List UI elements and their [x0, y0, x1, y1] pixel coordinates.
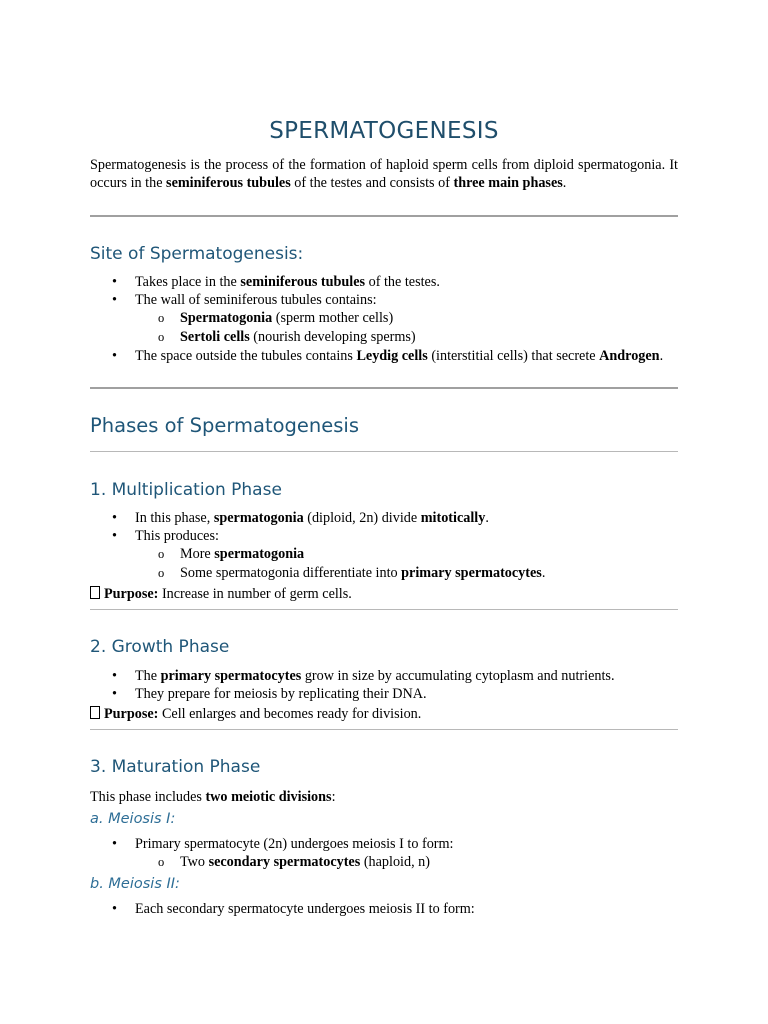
meiosis-1-list — [90, 835, 678, 871]
divider — [90, 451, 678, 452]
growth-purpose: Purpose: Cell enlarges and becomes ready for division. — [90, 705, 678, 723]
divider — [90, 609, 678, 610]
meiosis-2-list — [90, 900, 678, 918]
divider — [90, 729, 678, 730]
list-item: • This produces: — [90, 527, 678, 545]
list-item: • The wall of seminiferous tubules contains: — [90, 291, 678, 309]
maturation-intro: This phase includes two meiotic divisions: — [90, 789, 336, 805]
list-item: • They prepare for meiosis by replicating their DNA. — [90, 685, 678, 703]
growth-list — [90, 667, 678, 703]
sub-list-item: o Some spermatogonia differentiate into primary spermatocytes. — [90, 564, 678, 582]
subsection-heading-meiosis-2: b. Meiosis II: — [90, 876, 180, 892]
checkbox-glyph-icon — [90, 706, 100, 719]
list-item: • The space outside the tubules contains Leydig cells (interstitial cells) that secrete Androgen. — [90, 347, 678, 365]
sub-list-item: o Spermatogonia (sperm mother cells) — [90, 309, 678, 327]
divider — [90, 387, 678, 389]
intro-paragraph: Spermatogenesis is the process of the formation of haploid sperm cells from diploid spermatogonia. It occurs in the seminiferous tubules of the testes and consists of three main phases. — [90, 157, 678, 191]
multiplication-list — [90, 509, 678, 582]
sub-list-item: o Sertoli cells (nourish developing sperms) — [90, 328, 678, 346]
list-item: • Each secondary spermatocyte undergoes meiosis II to form: — [90, 900, 678, 918]
section-heading-phases: Phases of Spermatogenesis — [90, 414, 359, 437]
section-heading-maturation: 3. Maturation Phase — [90, 757, 261, 777]
sub-list-item: o Two secondary spermatocytes (haploid, n) — [90, 853, 678, 871]
section-heading-growth: 2. Growth Phase — [90, 637, 230, 657]
section-heading-multiplication: 1. Multiplication Phase — [90, 480, 282, 500]
multiplication-purpose: Purpose: Increase in number of germ cells. — [90, 585, 678, 603]
list-item: • Primary spermatocyte (2n) undergoes meiosis I to form: — [90, 835, 678, 853]
subsection-heading-meiosis-1: a. Meiosis I: — [90, 811, 176, 827]
site-list — [90, 273, 678, 365]
list-item: • In this phase, spermatogonia (diploid, 2n) divide mitotically. — [90, 509, 678, 527]
list-item: • The primary spermatocytes grow in size by accumulating cytoplasm and nutrients. — [90, 667, 678, 685]
list-item: • Takes place in the seminiferous tubules of the testes. — [90, 273, 678, 291]
divider — [90, 215, 678, 217]
section-heading-site: Site of Spermatogenesis: — [90, 244, 304, 264]
sub-list-item: o More spermatogonia — [90, 545, 678, 563]
checkbox-glyph-icon — [90, 586, 100, 599]
page-title: SPERMATOGENESIS — [269, 118, 499, 144]
